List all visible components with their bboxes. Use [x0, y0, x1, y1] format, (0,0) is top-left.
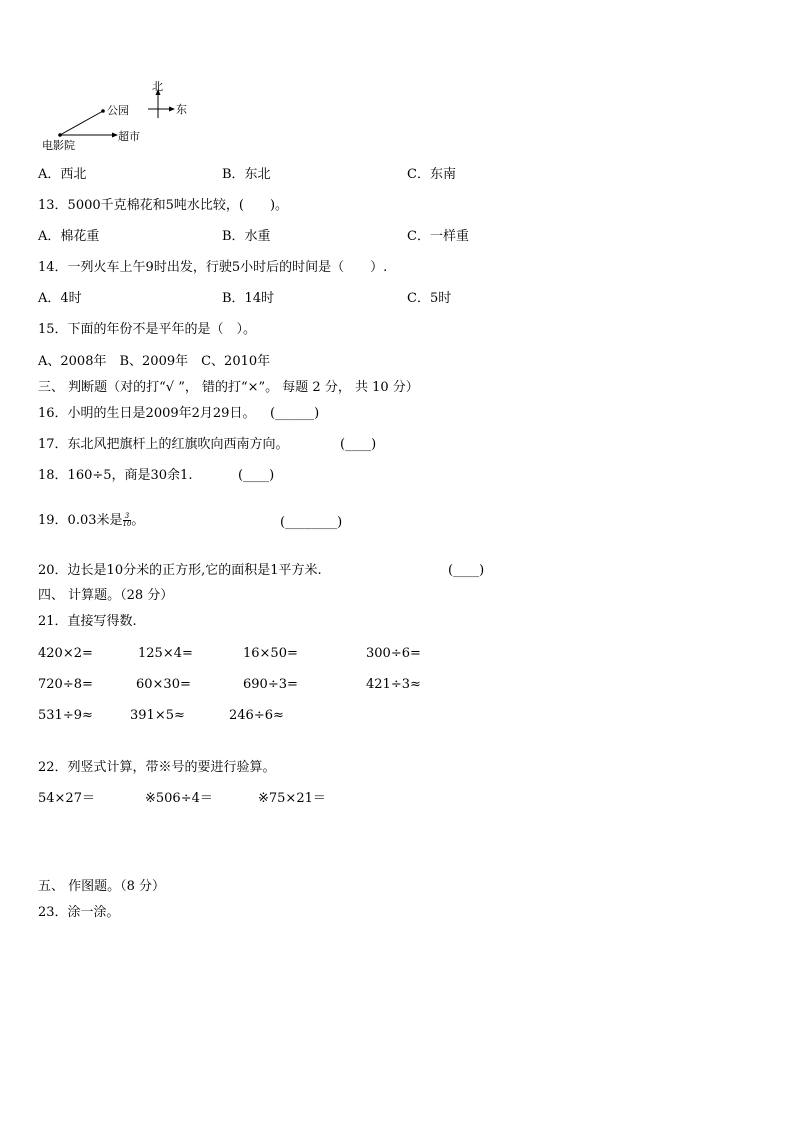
cinema-point: [58, 133, 62, 137]
q21-item[interactable]: 720÷8=: [38, 677, 93, 692]
q13-option-c[interactable]: C．一样重: [407, 229, 469, 244]
q21-item[interactable]: 60×30=: [136, 677, 191, 692]
q14-option-b[interactable]: B．14时: [222, 291, 275, 306]
q21-item[interactable]: 125×4=: [138, 646, 193, 661]
q12-option-b[interactable]: B．东北: [222, 167, 271, 182]
park-label: 公园: [107, 104, 129, 117]
q19-text: 19．0.03米是: [38, 513, 123, 528]
q16-answer-blank[interactable]: (______): [270, 406, 320, 421]
q15-options[interactable]: A、2008年 B、2009年 C、2010年: [38, 354, 271, 369]
q20-text: 20．边长是10分米的正方形,它的面积是1平方米.: [38, 563, 322, 578]
q17-text: 17．东北风把旗杆上的红旗吹向西南方向。: [38, 437, 289, 452]
q14-option-c[interactable]: C．5时: [407, 291, 452, 306]
q22-title: 22．列竖式计算，带※号的要进行验算。: [38, 760, 276, 775]
supermarket-label: 超市: [118, 130, 140, 143]
q21-item[interactable]: 421÷3≈: [366, 677, 421, 692]
q18-text: 18．160÷5，商是30余1.: [38, 468, 193, 483]
q21-item[interactable]: 300÷6=: [366, 646, 421, 661]
q12-option-c[interactable]: C．东南: [407, 167, 456, 182]
q15-question: 15．下面的年份不是平年的是（ ）。: [38, 322, 257, 337]
section5-heading: 五、 作图题。（8 分）: [38, 879, 166, 894]
east-arrow-icon: [169, 107, 175, 112]
q22-item[interactable]: ※506÷4＝: [145, 791, 213, 806]
q13-option-b[interactable]: B．水重: [222, 229, 271, 244]
q14-option-a[interactable]: A．4时: [38, 291, 82, 306]
q21-item[interactable]: 391×5≈: [130, 708, 185, 723]
q21-item[interactable]: 420×2=: [38, 646, 93, 661]
park-point: [101, 109, 105, 113]
q19-answer-blank[interactable]: (________): [280, 515, 343, 530]
q12-option-a[interactable]: A．西北: [38, 167, 87, 182]
q17-answer-blank[interactable]: (____): [340, 437, 377, 452]
north-label: 北: [152, 80, 163, 93]
direction-diagram: [36, 78, 206, 158]
q20-answer-blank[interactable]: (____): [448, 563, 485, 578]
q23-text: 23．涂一涂。: [38, 905, 120, 920]
q18-answer-blank[interactable]: (____): [238, 468, 275, 483]
east-label: 东: [176, 103, 187, 116]
q14-question: 14．一列火车上午9时出发，行驶5小时后的时间是（ ）.: [38, 260, 388, 275]
section3-heading: 三、 判断题（对的打“√ ”， 错的打“×”。 每题 2 分， 共 10 分）: [38, 380, 419, 395]
section4-heading: 四、 计算题。（28 分）: [38, 588, 174, 603]
cinema-label: 电影院: [42, 139, 75, 152]
route-to-park: [60, 111, 103, 135]
q21-item[interactable]: 690÷3=: [243, 677, 298, 692]
q16-text: 16．小明的生日是2009年2月29日。: [38, 406, 256, 421]
q22-item[interactable]: 54×27＝: [38, 791, 95, 806]
q21-item[interactable]: 16×50=: [243, 646, 298, 661]
q13-option-a[interactable]: A．棉花重: [38, 229, 100, 244]
fraction-numerator: 3: [123, 513, 132, 521]
q21-item[interactable]: 531÷9≈: [38, 708, 93, 723]
q22-item[interactable]: ※75×21＝: [258, 791, 326, 806]
q19-line: [38, 513, 144, 529]
q19-text-end: 。: [131, 513, 145, 528]
fraction-denominator: 10: [122, 520, 132, 528]
q21-title: 21．直接写得数.: [38, 614, 137, 629]
q13-question: 13．5000千克棉花和5吨水比较，( )。: [38, 198, 289, 213]
q21-item[interactable]: 246÷6≈: [229, 708, 284, 723]
